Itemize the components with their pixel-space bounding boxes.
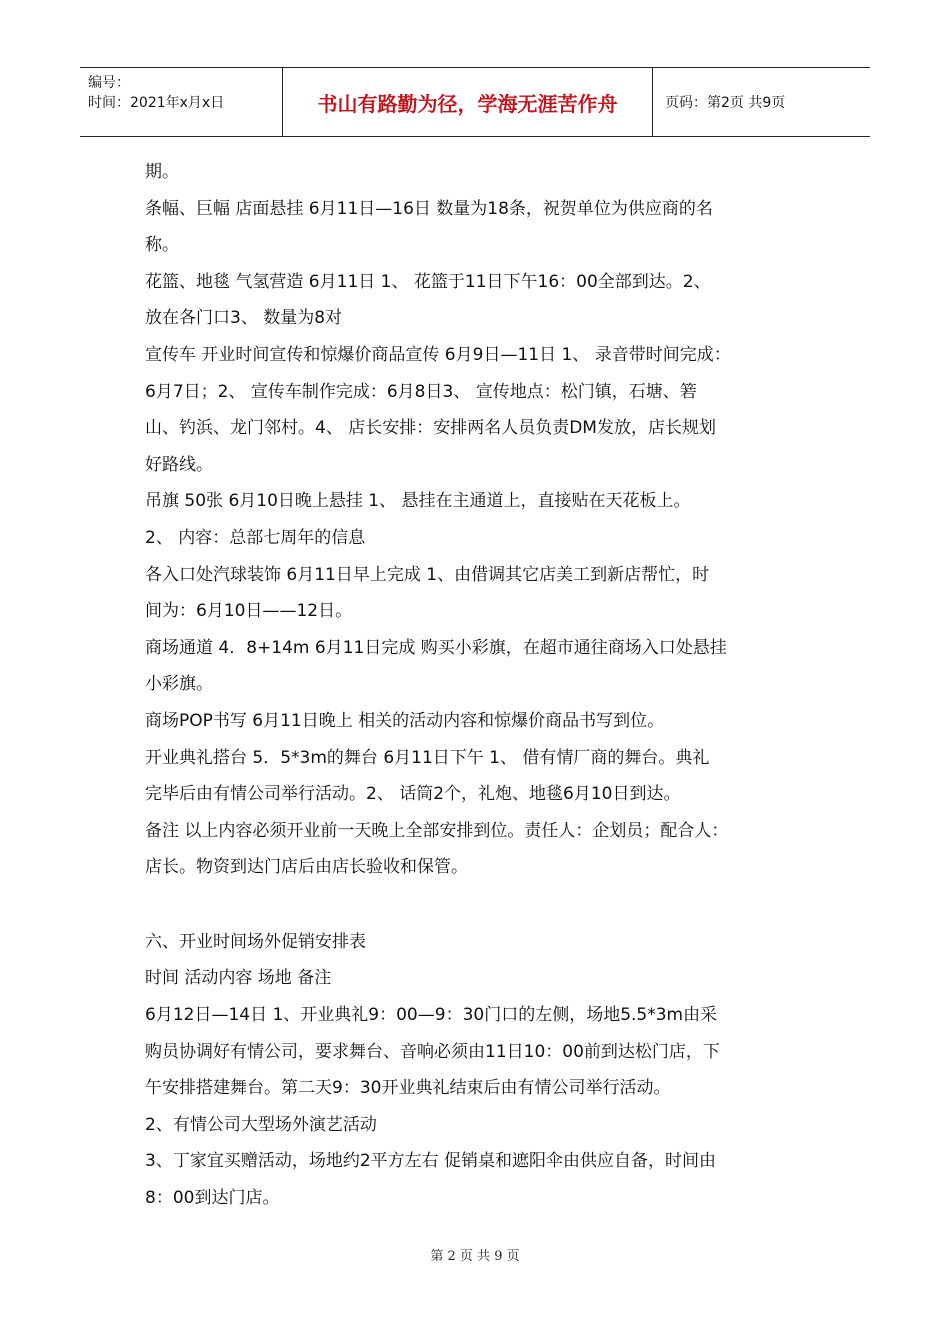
body-line: 6月7日；2、 宣传车制作完成：6月8日3、 宣传地点：松门镇，石塘、箬 <box>145 381 697 402</box>
header-motto: 书山有路勤为径，学海无涯苦作舟 <box>283 68 653 136</box>
body-line: 放在各门口3、 数量为8对 <box>145 308 343 329</box>
header-meta <box>80 68 283 136</box>
body-line: 各入口处汽球装饰 6月11日早上完成 1、由借调其它店美工到新店帮忙，时 <box>145 564 710 585</box>
document-header <box>80 67 870 137</box>
section-heading: 六、开业时间场外促销安排表 <box>145 931 366 952</box>
date-label: 时间：2021年x月x日 <box>88 95 225 111</box>
body-line: 宣传车 开业时间宣传和惊爆价商品宣传 6月9日—11日 1、 录音带时间完成： <box>145 344 731 365</box>
body-line: 2、 内容：总部七周年的信息 <box>145 527 366 548</box>
body-line: 称。 <box>145 235 179 256</box>
body-line: 小彩旗。 <box>145 674 213 695</box>
body-line: 店长。物资到达门店后由店长验收和保管。 <box>145 857 468 878</box>
body-line: 2、有情公司大型场外演艺活动 <box>145 1114 377 1135</box>
body-line: 商场通道 4．8+14m 6月11日完成 购买小彩旗，在超市通往商场入口处悬挂 <box>145 637 727 658</box>
body-line: 花篮、地毯 气氢营造 6月11日 1、 花篮于11日下午16：00全部到达。2、 <box>145 271 711 292</box>
page-footer: 第 2 页 共 9 页 <box>430 1249 520 1264</box>
body-line: 购员协调好有情公司，要求舞台、音响必须由11日10：00前到达松门店，下 <box>145 1041 720 1062</box>
body-line: 完毕后由有情公司举行活动。2、 话筒2个，礼炮、地毯6月10日到达。 <box>145 784 681 805</box>
body-line: 备注 以上内容必须开业前一天晚上全部安排到位。责任人：企划员；配合人： <box>145 820 729 841</box>
body-line: 8：00到达门店。 <box>145 1188 280 1209</box>
body-line: 山、钓浜、龙门邻村。4、 店长安排：安排两名人员负责DM发放，店长规划 <box>145 418 716 439</box>
body-line: 开业典礼搭台 5．5*3m的舞台 6月11日下午 1、 借有情厂商的舞台。典礼 <box>145 747 710 768</box>
body-line: 期。 <box>145 162 179 182</box>
body-line: 吊旗 50张 6月10日晚上悬挂 1、 悬挂在主通道上，直接贴在天花板上。 <box>145 491 691 512</box>
body-line: 商场POP书写 6月11日晚上 相关的活动内容和惊爆价商品书写到位。 <box>145 710 665 731</box>
body-line: 好路线。 <box>145 454 213 475</box>
body-line: 条幅、巨幅 店面悬挂 6月11日—16日 数量为18条，祝贺单位为供应商的名 <box>145 198 713 219</box>
document-body <box>145 154 825 1217</box>
number-label: 编号： <box>88 75 130 91</box>
table-header-line: 时间 活动内容 场地 备注 <box>145 968 332 989</box>
section-gap <box>145 886 825 924</box>
body-line: 午安排搭建舞台。第二天9：30开业典礼结束后由有情公司举行活动。 <box>145 1078 671 1099</box>
body-line: 6月12日—14日 1、开业典礼9：00—9：30门口的左侧，场地5.5*3m由采 <box>145 1005 718 1026</box>
body-line: 间为：6月10日——12日。 <box>145 601 353 622</box>
body-line: 3、丁家宜买赠活动，场地约2平方左右 促销桌和遮阳伞由供应自备，时间由 <box>145 1151 717 1172</box>
header-page-label: 页码：第2页 共9页 <box>665 95 786 111</box>
